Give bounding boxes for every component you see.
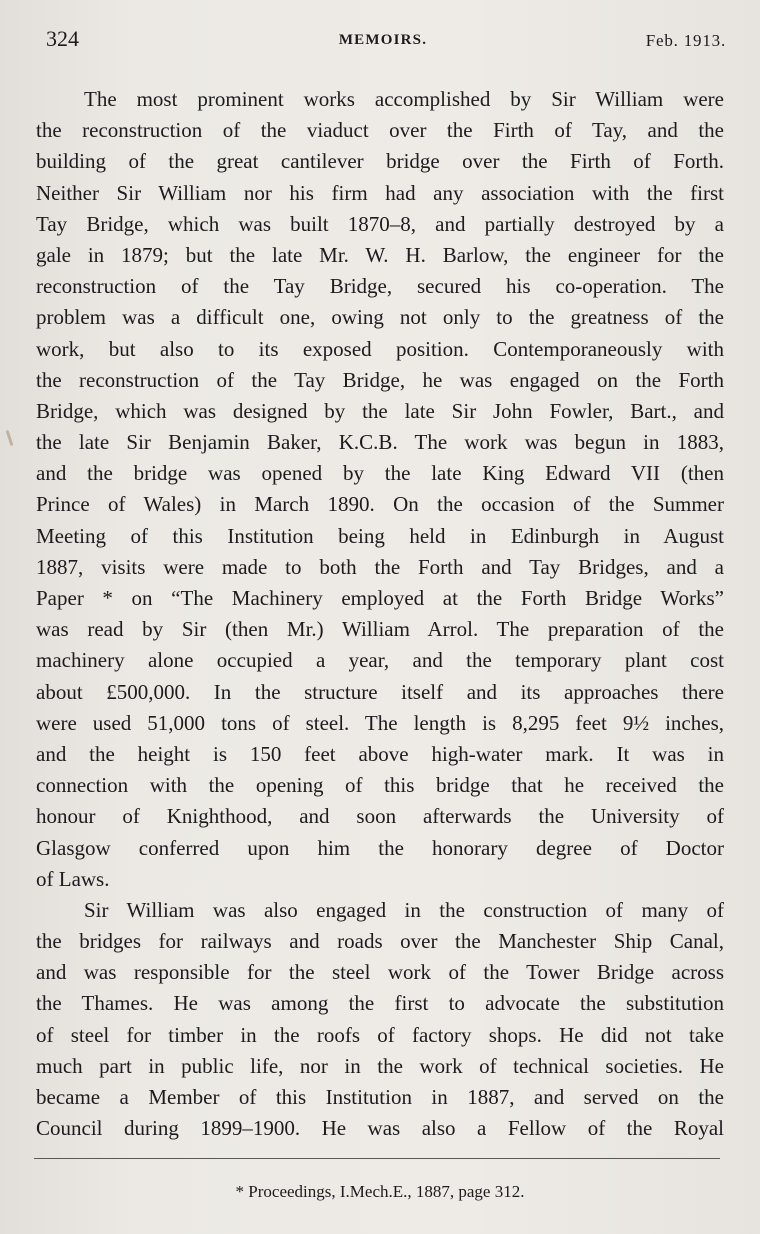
text-line: 1887, visits were made to both the Forth and Tay Bridges, and a (36, 554, 724, 579)
text-line: Paper * on “The Machinery employed at the Forth Bridge Works” (36, 586, 724, 610)
memoir-body (36, 84, 724, 1144)
issue-date: Feb. 1913. (645, 31, 726, 50)
text-line: gale in 1879; but the late Mr. W. H. Barlow, the engineer for the (36, 242, 724, 267)
footnote: * Proceedings, I.Mech.E., 1887, page 312. (235, 1182, 525, 1201)
text-line: Bridge, which was designed by the late Sir John Fowler, Bart., and (36, 398, 724, 423)
text-line: the Thames. He was among the first to advocate the substitution (36, 991, 724, 1016)
paragraph (36, 895, 724, 1145)
text-line: machinery alone occupied a year, and the temporary plant cost (36, 648, 724, 673)
text-line: of steel for timber in the roofs of factory shops. He did not take (36, 1022, 724, 1047)
text-line: the late Sir Benjamin Baker, K.C.B. The work was begun in 1883, (36, 430, 724, 455)
text-line: the reconstruction of the Tay Bridge, he was engaged on the Forth (36, 367, 724, 392)
text-line: Glasgow conferred upon him the honorary degree of Doctor (36, 835, 724, 860)
text-line: was read by Sir (then Mr.) William Arrol. The preparation of the (36, 617, 724, 642)
text-line: The most prominent works accomplished by Sir William were (84, 87, 724, 111)
text-line: were used 51,000 tons of steel. The length is 8,295 feet 9½ inches, (36, 710, 724, 735)
text-line: Neither Sir William nor his firm had any association with the first (36, 180, 724, 205)
footnote-divider (34, 1158, 720, 1159)
text-line: connection with the opening of this bridge that he received the (36, 773, 724, 798)
text-line: the bridges for railways and roads over the Manchester Ship Canal, (36, 929, 724, 954)
text-line: work, but also to its exposed position. Contemporaneously with (36, 336, 724, 361)
text-line: building of the great cantilever bridge over the Firth of Forth. (36, 149, 724, 174)
text-line: about £500,000. In the structure itself and its approaches there (36, 679, 724, 704)
text-line: Council during 1899–1900. He was also a Fellow of the Royal (36, 1116, 724, 1141)
margin-mark (6, 430, 14, 446)
text-line: Meeting of this Institution being held in Edinburgh in August (36, 523, 724, 548)
text-line: became a Member of this Institution in 1887, and served on the (36, 1085, 724, 1109)
text-line: Sir William was also engaged in the construction of many of (84, 897, 724, 922)
text-line: honour of Knighthood, and soon afterwards the University of (36, 804, 724, 829)
text-line: and was responsible for the steel work of the Tower Bridge across (36, 960, 724, 985)
paragraph (36, 84, 724, 895)
text-line: of Laws. (36, 866, 110, 891)
running-title: MEMOIRS. (338, 32, 428, 48)
text-line: problem was a difficult one, owing not only to the greatness of the (36, 305, 724, 330)
text-line: the reconstruction of the viaduct over the Firth of Tay, and the (36, 118, 724, 143)
text-line: Tay Bridge, which was built 1870–8, and partially destroyed by a (36, 211, 724, 236)
text-line: and the height is 150 feet above high-water mark. It was in (36, 741, 724, 766)
text-line: much part in public life, nor in the work of technical societies. He (36, 1053, 724, 1078)
page-number: 324 (46, 26, 79, 51)
text-line: and the bridge was opened by the late King Edward VII (then (36, 461, 724, 486)
text-line: reconstruction of the Tay Bridge, secured his co-operation. The (36, 274, 724, 299)
page-header (40, 26, 726, 58)
text-line: Prince of Wales) in March 1890. On the occasion of the Summer (36, 492, 724, 517)
